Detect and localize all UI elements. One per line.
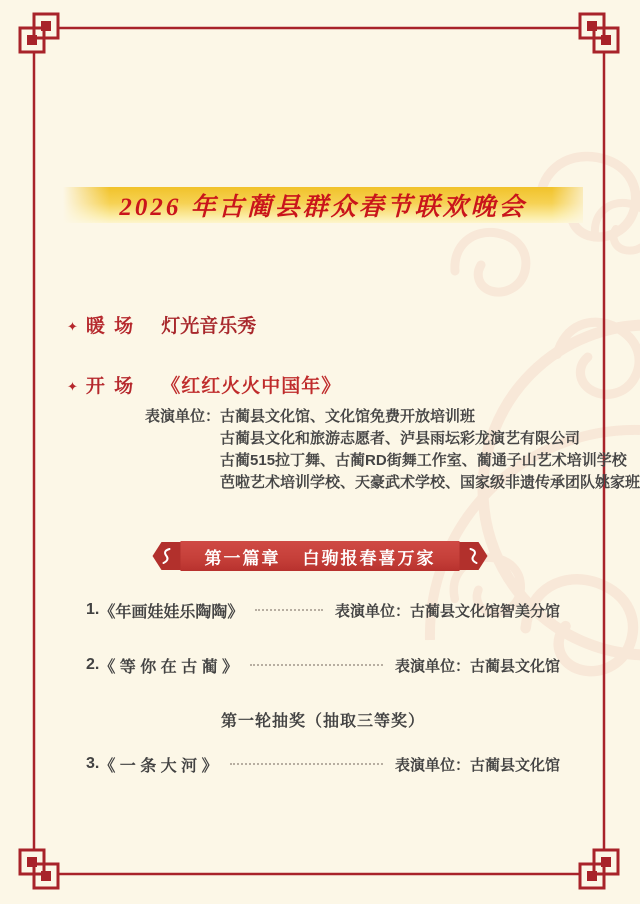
event-title: 2026 年古蔺县群众春节联欢晚会 [119,194,527,221]
program-item [86,653,560,677]
performers-line: 古蔺县文化馆、文化馆免费开放培训班 [220,408,476,425]
performers-line: 芭啦艺术培训学校、天豪武术学校、国家级非遗传承团队姚家班 [220,474,640,491]
item-title: 《年画娃娃乐陶陶》 [99,603,244,621]
dotted-leader [255,609,323,611]
warmup-row [67,311,256,338]
warmup-value: 灯光音乐秀 [161,316,257,337]
ribbon-right-tip-icon [460,541,488,571]
warmup-label: 暖 场 [85,316,136,337]
program-item [86,598,560,622]
dotted-leader [230,763,383,765]
ribbon-body [181,541,460,571]
item-number: 2. [86,656,100,673]
item-unit: 表演单位：古蔺县文化馆 [394,657,560,675]
performers-line: 古蔺515拉丁舞、古蔺RD街舞工作室、蔺通子山艺术培训学校 [220,452,627,469]
item-title: 《 一 条 大 河 》 [99,757,218,775]
program-item [86,752,560,776]
performers-label: 表演单位： [145,408,221,425]
performers-lines [220,406,640,494]
opening-label: 开 场 [85,376,136,397]
item-unit: 表演单位：古蔺县文化馆智美分馆 [334,602,560,620]
item-number: 1. [86,601,100,618]
chapter-ribbon [153,541,488,571]
performers-line: 古蔺县文化和旅游志愿者、泸县雨坛彩龙演艺有限公司 [220,430,581,447]
chapter-name: 第一篇章 [204,548,281,568]
opening-value: 《红红火火中国年》 [161,376,342,397]
diamond-bullet-icon: ✦ [67,319,78,334]
opening-row [67,371,341,398]
dotted-leader [250,664,383,666]
title-banner [63,187,583,223]
diamond-bullet-icon: ✦ [67,379,78,394]
program-list [86,598,560,776]
item-number: 3. [86,755,100,772]
lottery-round-text: 第一轮抽奖（抽取三等奖） [220,712,425,730]
item-title: 《 等 你 在 古 蔺 》 [99,658,239,676]
performers-block [145,406,640,494]
ribbon-left-tip-icon [153,541,181,571]
chapter-subtitle: 白驹报春喜万家 [302,548,436,568]
item-unit: 表演单位：古蔺县文化馆 [394,756,560,774]
